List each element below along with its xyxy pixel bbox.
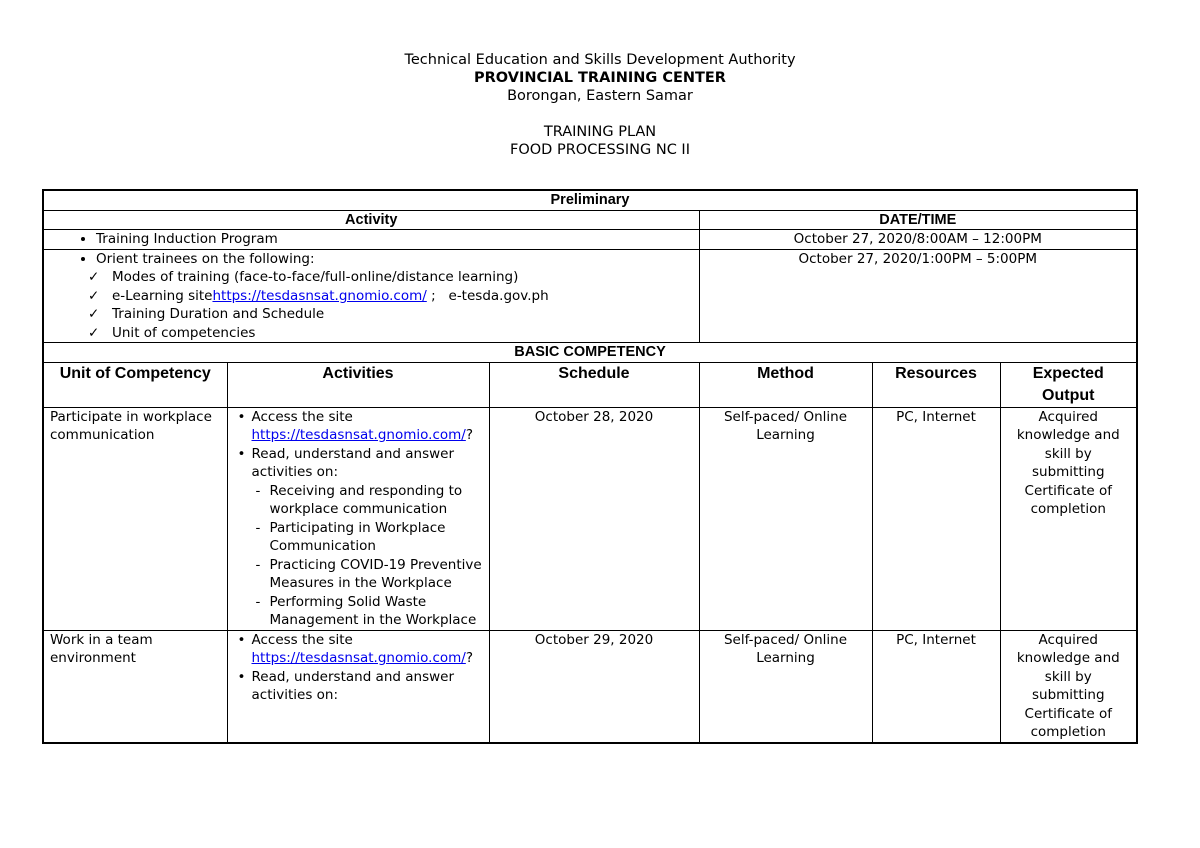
basic-columns-row	[43, 362, 1137, 407]
prelim-activity-cell	[43, 249, 699, 343]
resources-cell: PC, Internet	[872, 630, 1000, 743]
basic-header-row	[43, 343, 1137, 363]
check-item: ✓ Modes of training (face-to-face/full-online/distance learning)	[112, 268, 693, 287]
col-schedule: Schedule	[489, 362, 699, 407]
check-item: ✓ Unit of competencies	[112, 324, 693, 343]
activities-cell	[227, 630, 489, 743]
prelim-datetime-cell: October 27, 2020/8:00AM – 12:00PM	[699, 230, 1137, 250]
list-item: • Read, understand and answer activities on:	[234, 445, 483, 482]
method-cell: Self-paced/ Online Learning	[699, 407, 872, 630]
col-activity: Activity	[43, 210, 699, 230]
method-cell: Self-paced/ Online Learning	[699, 630, 872, 743]
qualification: FOOD PROCESSING NC II	[510, 142, 690, 158]
preliminary-row	[43, 249, 1137, 343]
site-link[interactable]: https://tesdasnsat.gnomio.com/	[251, 427, 466, 443]
col-method: Method	[699, 362, 872, 407]
list-item: • Read, understand and answer activities on:	[234, 668, 483, 705]
table-row	[43, 630, 1137, 743]
elearning-link[interactable]: https://tesdasnsat.gnomio.com/	[212, 287, 427, 304]
training-plan-table	[42, 189, 1138, 744]
topic-item: - Receiving and responding to workplace communication	[270, 482, 483, 519]
col-resources: Resources	[872, 362, 1000, 407]
list-item: • Access the site https://tesdasnsat.gnomio.com/?	[234, 631, 483, 668]
list-item: • Orient trainees on the following:	[96, 250, 693, 269]
preliminary-title: Preliminary	[43, 190, 1137, 210]
preliminary-row	[43, 230, 1137, 250]
list-item: • Training Induction Program	[96, 230, 693, 249]
prelim-activity-cell	[43, 230, 699, 250]
prelim-datetime-cell: October 27, 2020/1:00PM – 5:00PM	[699, 249, 1137, 343]
center-name: PROVINCIAL TRAINING CENTER	[474, 70, 726, 86]
check-item: ✓ e-Learning sitehttps://tesdasnsat.gnomio.com/ ; e-tesda.gov.ph	[112, 287, 693, 306]
check-item: ✓ Training Duration and Schedule	[112, 305, 693, 324]
table-row	[43, 407, 1137, 630]
org-name: Technical Education and Skills Development Authority	[404, 52, 796, 68]
output-cell: Acquired knowledge and skill by submitting Certificate of completion	[1000, 407, 1137, 630]
activities-cell	[227, 407, 489, 630]
schedule-cell: October 29, 2020	[489, 630, 699, 743]
site-link[interactable]: https://tesdasnsat.gnomio.com/	[251, 650, 466, 666]
preliminary-header-row	[43, 190, 1137, 210]
col-datetime: DATE/TIME	[699, 210, 1137, 230]
topic-item: - Participating in Workplace Communication	[270, 519, 483, 556]
location: Borongan, Eastern Samar	[507, 88, 693, 104]
output-cell: Acquired knowledge and skill by submitting Certificate of completion	[1000, 630, 1137, 743]
resources-cell: PC, Internet	[872, 407, 1000, 630]
doc-title: TRAINING PLAN	[543, 124, 657, 140]
unit-cell: Work in a team environment	[43, 630, 227, 743]
unit-cell: Participate in workplace communication	[43, 407, 227, 630]
preliminary-columns-row	[43, 210, 1137, 230]
document-header	[0, 51, 1200, 159]
schedule-cell: October 28, 2020	[489, 407, 699, 630]
list-item: • Access the site https://tesdasnsat.gnomio.com/?	[234, 408, 483, 445]
topic-item: - Practicing COVID-19 Preventive Measures in the Workplace	[270, 556, 483, 593]
topic-item: - Performing Solid Waste Management in the Workplace	[270, 593, 483, 630]
col-activities: Activities	[227, 362, 489, 407]
col-output: Expected Output	[1000, 362, 1137, 407]
basic-competency-title: BASIC COMPETENCY	[43, 343, 1137, 363]
col-unit: Unit of Competency	[43, 362, 227, 407]
